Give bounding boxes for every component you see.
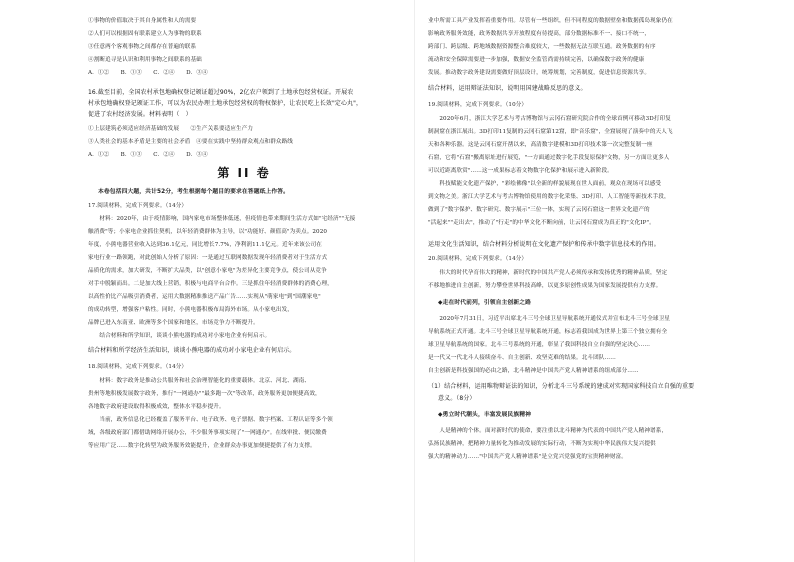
q20-subq1: （1）结合材料，运用唯物辩证法的知识，分析北斗三号系统的建成对实现国家科技自立自强的重要 — [428, 383, 695, 390]
q17-text-1: 材料：2020年，由于疫情影响，国内家电市场整体低迷，但疫情也带来期间生活方式如"宅经济""无接 — [88, 216, 356, 222]
q16-stem-1: 16.截至目前，全国农村承包地确权登记颁证超过90%，2亿农户领到了土地承包经营权证。开展农 — [88, 89, 354, 96]
q19-text-2: 制洞窟在浙江展出。3D打印11复制的云冈石窟第12窟，即"音乐窟"，全窟展现了演奏中的天人飞 — [428, 129, 673, 135]
q20-subq1-cont: 意义。（8分） — [438, 395, 476, 402]
q17-text-3: 年度，小熊电器营业收入达到36.1亿元，同比增长7.7%，净利润11.1亿元。近年来该公司在 — [88, 242, 322, 248]
section-instructions: 本卷包括四大题，共计52分，考生根据每个题目的要求在答题纸上作答。 — [98, 189, 290, 195]
q19-text-6: 科技赋能文化遗产保护，"彩绘佛像"以全新的样貌展现在世人面前，观众在现场可以感受 — [428, 181, 662, 187]
q19-text-9: "活起来""走出去"，推动了"行走"的中华文化不断向前，让云冈石窟成为真正的"文化IP"。 — [428, 220, 655, 226]
q17-text-4: 家电行业一路领跑，对此创始人分析了原因：一是通过互联网数据发现年轻消费者对于生活方式 — [88, 255, 328, 261]
q18-cont-1: 业中所需工具产业发挥着重要作用。尽管有一些组织，但不同程度的数据壁垒和数据孤岛现象仍在 — [428, 18, 673, 24]
q17-text-9: 品牌已进入东南亚、欧洲等多个国家和地区，市场竞争力不断提升。 — [88, 320, 259, 326]
q16-option-1: ①上层建筑必须适应经济基础的发展 ②生产关系要适应生产力 — [88, 126, 254, 132]
q18-heading: 18.阅读材料，完成下列要求。（14分） — [88, 364, 188, 370]
q19-task: 运用文化生活知识，结合材料分析说明在文化遗产保护和传承中数字信息技术的作用。 — [428, 241, 660, 248]
q18-task: 结合材料，运用辩证法知识，说明用国建战略反思的意义。 — [428, 85, 587, 92]
q16-option-2: ③人类社会的基本矛盾是主要的社会矛盾 ④要在实践中坚持群众观点和群众路线 — [88, 139, 293, 145]
q17-text-2: 触消费"等；小家电企业抓住契机，以年轻消费群体为主导，以"功能好、颜值高"为卖点。2020 — [88, 229, 328, 235]
q20-text2-2: 弘扬民族精神，把精神力量转化为推动发展的实际行动，不断为实现中华民族伟大复兴提供 — [428, 441, 656, 447]
q20-text-3: 球卫星导航系统的国家。北斗三号系统的开通，彰显了我国科技自立自强的坚定决心…… — [428, 342, 651, 348]
q15-option-3: ③任意两个客观事物之间都存在普遍的联系 — [88, 44, 197, 50]
q20-intro-1: 伟大的时代孕育伟大的精神，新时代的中国共产党人必须传承和发扬优秀的精神品质，坚定 — [428, 270, 668, 276]
q15-answers: A．①② B．①③ C．②④ D．③④ — [88, 70, 208, 76]
q16-stem-2: 村承包地确权登记颁证工作，可以为农民办理土地承包经营权的物权保护，让农民吃上长效"定心丸"， — [88, 100, 363, 107]
q17-text-10: 结合材料和所学知识，谈谈小熊电器的成功对小家电企业有何启示。 — [88, 333, 271, 339]
q17-task: 结合材料和所学经济生活知识，谈谈小熊电器的成功对小家电企业有何启示。 — [88, 347, 296, 354]
q17-heading: 17.阅读材料，完成下列要求。（14分） — [88, 203, 188, 209]
q20-text2-3: 强大的精神动力……"中国共产党人精神谱系"是立党兴党强党的宝贵精神财富。 — [428, 454, 627, 460]
q15-option-2: ②人们可以根据固有联系建立人为事物的联系 — [88, 31, 202, 37]
q18-text-6: 等应用广泛……数字化转型为政务服务效能提升，企业群众办事更加便捷提供了有力支撑。 — [88, 443, 316, 449]
q20-text-5: 自主创新是科技强国的必由之路，北斗精神是中国共产党人精神谱系的组成部分…… — [428, 368, 639, 374]
left-column — [88, 0, 400, 562]
q20-text-2: 导航系统正式开通。北斗三号全球卫星导航系统开通，标志着我国成为世界上第三个独立拥有全 — [428, 329, 668, 335]
q16-answers: A．①② B．①③ C．②④ D．③④ — [88, 152, 208, 158]
q18-cont-3: 跨部门、跨层级、跨地域数据资源整合难度较大，一些数据无法互联互通。政务数据的有序 — [428, 44, 656, 50]
q18-cont-2: 影响政务服务效能，政务数据共享开放程度有待提高，部分数据标准不一、接口不统一， — [428, 31, 651, 37]
q20-bullet-2: ◆勇立时代潮头，丰富发展民族精神 — [438, 412, 532, 418]
q18-text-2: 贵州等地积极发展数字政务，推行"一网通办""最多跑一次"等改革，政务服务更加便捷高效， — [88, 391, 321, 397]
right-column — [428, 0, 756, 562]
q18-text-3: 各地数字政府建设取得积极成效，整体水平稳步提升。 — [88, 404, 225, 410]
q15-option-4: ④割断追寻是认识和利用事物之间联系的基础 — [88, 57, 202, 63]
q20-text-4: 是一代又一代北斗人接续奋斗、自主创新、攻坚克难的结果。北斗团队…… — [428, 355, 616, 361]
column-divider — [414, 0, 415, 562]
q19-heading: 19.阅读材料，完成下列要求。（10分） — [428, 102, 528, 108]
q20-heading: 20.阅读材料，完成下列要求。（14分） — [428, 256, 528, 262]
section-title: 第 II 卷 — [217, 166, 271, 180]
q16-stem-3: 促进了农村经济发展。材料表明（ ） — [88, 111, 192, 118]
q17-text-7: 以高性价比产品吸引消费者，运用大数据精准推送产品广告……实现从"萌家电"到"国潮家电" — [88, 294, 321, 300]
q17-text-8: 的成功转型，增强客户粘性。同时，小熊电器积极布局海外市场。从小家电出发， — [88, 307, 293, 313]
q18-text-4: 当前，政务信息化已经覆盖了服务平台、电子政务、电子票据、数字档案、工程认证等多个领 — [88, 417, 333, 423]
q18-cont-5: 发展。推动数字政务建设需要做好顶层设计，统筹规划，完善制度，促进信息资源共享。 — [428, 70, 651, 76]
q17-text-6: 对手中脱颖而出。二是加大线上营销，积极与电商平台合作。三是抓住年轻消费群体的消费心理， — [88, 281, 333, 287]
q19-text-1: 2020年6月，浙江大学艺术与考古博物馆与云冈石窟研究院合作的全球首例可移动3D打印复 — [428, 116, 671, 122]
q18-cont-4: 流动和安全保障需要进一步加强，数据安全监管尚需持续完善，以确保数字政务的健康 — [428, 57, 645, 63]
q19-text-5: 可以近距离欣赏"……这一成果标志着文物数字化保护和展示进入新阶段。 — [428, 168, 613, 174]
q19-text-7: 到文物之美。浙江大学艺术与考古博物馆使用的数字化采集、3D打印、人工智能等新技术手段， — [428, 194, 670, 200]
q20-intro-2: 不移地推进自主创新，努力攀登世界科技高峰，以更多原创性成果为国家发展提供有力支撑。 — [428, 283, 662, 289]
q20-text2-1: 人是精神的个体。面对新时代的使命，要注重以北斗精神为代表的中国共产党人精神谱系， — [428, 428, 668, 434]
q19-text-3: 天和各种乐器。这是云冈石窟开凿以来，高清数字建模和3D打印技术第一次完整复制一座 — [428, 142, 653, 148]
q20-text-1: 2020年7月31日，习近平出席北斗三号全球卫星导航系统开通仪式并宣布北斗三号全球卫星 — [428, 316, 670, 322]
q18-text-1: 材料：数字政务是推动公共服务和社会治理智能化的重要载体。北京、河北、湖南、 — [88, 378, 311, 384]
q17-text-5: 品质化的需求，加大研发，不断扩大品类，以"创意小家电"为差异化主要竞争点，使公司从竞争 — [88, 268, 327, 274]
q19-text-4: 石窟，它将"石窟"搬离原址进行展览，"一方面通过数字化手段复原保护文物，另一方面让更多人 — [428, 155, 670, 161]
q15-option-1: ①事物的价值取决于其自身属性和人的需要 — [88, 18, 197, 24]
q19-text-8: 做到了"数字保护、数字研究、数字展示"三位一体，实现了云冈石窟这一世界文化遗产的 — [428, 207, 650, 213]
q20-bullet-1: ◆走在时代前列，引领自主创新之路 — [438, 300, 532, 306]
q18-text-5: 域，各级政府部门都借助网络开展办公，不少服务事项实现了"一网通办"。在线审批、便民缴费 — [88, 430, 327, 436]
